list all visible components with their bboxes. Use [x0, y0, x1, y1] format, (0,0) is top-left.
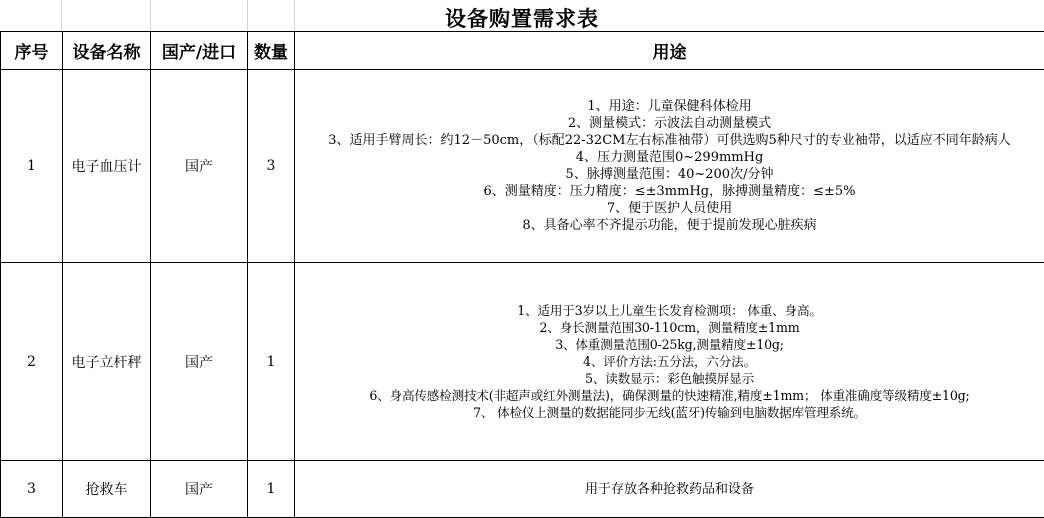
cell-use[interactable] — [295, 70, 1044, 263]
use-line: 2、身长测量范围30-110cm，测量精度±1mm — [295, 319, 1044, 336]
use-line: 2、测量模式：示波法自动测量模式 — [295, 115, 1044, 132]
cell-origin[interactable]: 国产 — [151, 70, 248, 263]
equipment-table — [0, 31, 1044, 518]
cell-origin[interactable]: 国产 — [151, 263, 248, 461]
cell-use[interactable] — [295, 263, 1044, 461]
use-line: 8、具备心率不齐提示功能，便于提前发现心脏疾病 — [295, 217, 1044, 234]
title-row — [0, 0, 1044, 31]
table-row — [1, 70, 1044, 263]
cell-quantity[interactable]: 1 — [248, 461, 295, 518]
cell-use[interactable] — [295, 461, 1044, 518]
header-name[interactable]: 设备名称 — [63, 32, 151, 70]
header-row — [1, 32, 1044, 70]
sheet-title[interactable]: 设备购置需求表 — [0, 3, 1044, 33]
use-line: 用于存放各种抢救药品和设备 — [295, 481, 1044, 498]
use-line: 7、便于医护人员使用 — [295, 200, 1044, 217]
cell-quantity[interactable]: 1 — [248, 263, 295, 461]
header-use[interactable]: 用途 — [295, 32, 1044, 70]
header-quantity[interactable]: 数量 — [248, 32, 295, 70]
cell-name[interactable]: 电子立杆秤 — [63, 263, 151, 461]
cell-quantity[interactable]: 3 — [248, 70, 295, 263]
cell-name[interactable]: 电子血压计 — [63, 70, 151, 263]
cell-origin[interactable]: 国产 — [151, 461, 248, 518]
use-line: 6、身高传感检测技术(非超声或红外测量法)，确保测量的快速精准,精度±1mm； 体重准确度等级精度±10g; — [295, 387, 1044, 404]
use-line: 4、压力测量范围0~299mmHg — [295, 149, 1044, 166]
use-line: 3、体重测量范围0-25kg,测量精度±10g; — [295, 336, 1044, 353]
use-line: 1、用途：儿童保健科体检用 — [295, 98, 1044, 115]
cell-index[interactable]: 2 — [1, 263, 63, 461]
table-row — [1, 461, 1044, 518]
cell-index[interactable]: 1 — [1, 70, 63, 263]
use-line: 5、读数显示：彩色触摸屏显示 — [295, 370, 1044, 387]
use-line: 7、 体检仪上测量的数据能同步无线(蓝牙)传输到电脑数据库管理系统。 — [295, 404, 1044, 421]
cell-name[interactable]: 抢救车 — [63, 461, 151, 518]
use-line: 3、适用手臂周长：约12－50cm，（标配22-32CM左右标准袖带）可供选购5种尺寸的专业袖带，以适应不同年龄病人 — [295, 132, 1044, 149]
use-line: 1、适用于3岁以上儿童生长发育检测项： 体重、身高。 — [295, 302, 1044, 319]
header-index[interactable]: 序号 — [1, 32, 63, 70]
header-origin[interactable]: 国产/进口 — [151, 32, 248, 70]
use-line: 5、脉搏测量范围：40~200次/分钟 — [295, 166, 1044, 183]
use-line: 4、评价方法:五分法，六分法。 — [295, 353, 1044, 370]
use-line: 6、测量精度：压力精度：≤±3mmHg，脉搏测量精度：≤±5% — [295, 183, 1044, 200]
cell-index[interactable]: 3 — [1, 461, 63, 518]
table-row — [1, 263, 1044, 461]
